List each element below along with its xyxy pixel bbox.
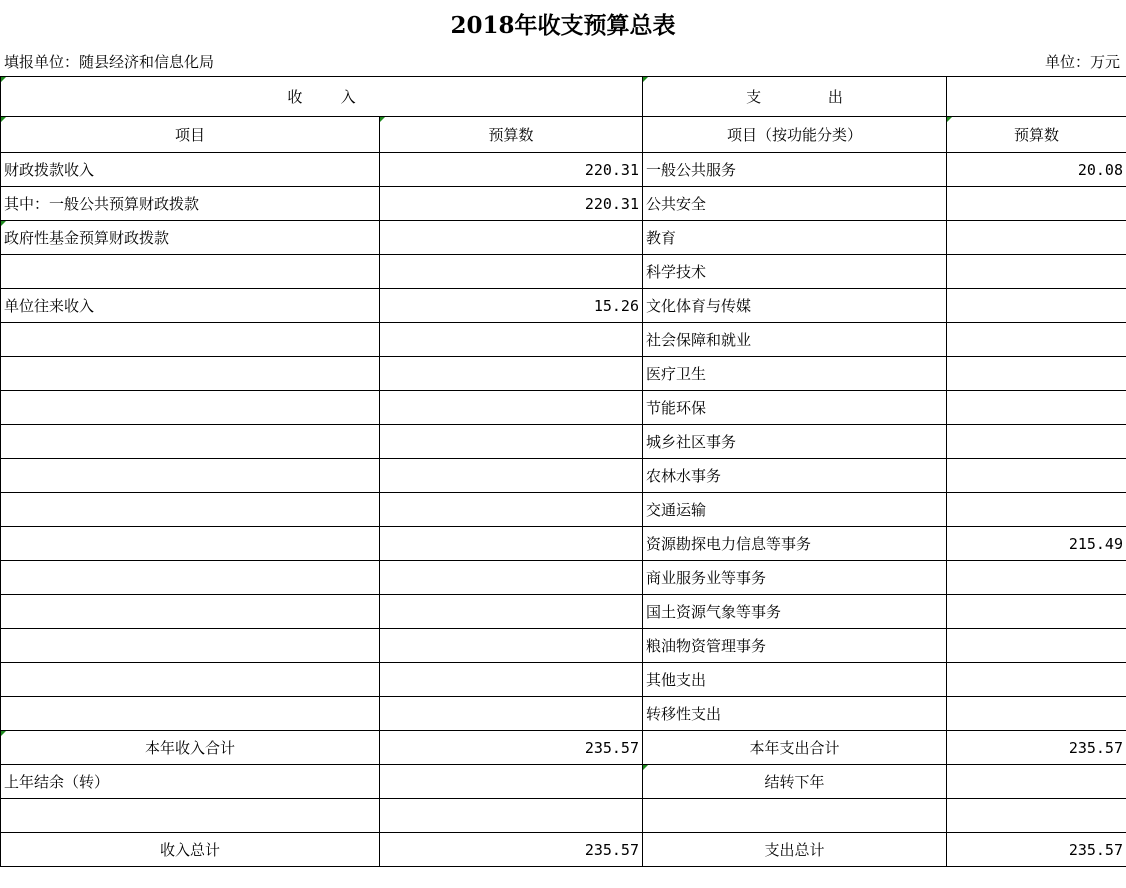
- expense-value-cell[interactable]: [947, 391, 1126, 425]
- table-row: [1, 663, 1126, 697]
- expense-value-cell[interactable]: [947, 425, 1126, 459]
- expense-value-cell[interactable]: [947, 697, 1126, 731]
- income-value-cell[interactable]: [380, 595, 643, 629]
- table-row: [1, 391, 1126, 425]
- expense-total-value[interactable]: 235.57: [947, 833, 1126, 867]
- carry-next-value[interactable]: [947, 765, 1126, 799]
- year-expense-label[interactable]: 本年支出合计: [643, 731, 947, 765]
- income-item-cell[interactable]: [1, 527, 380, 561]
- table-row: [1, 561, 1126, 595]
- table-row: [1, 221, 1126, 255]
- income-item-cell[interactable]: [1, 255, 380, 289]
- expense-value-cell[interactable]: [947, 255, 1126, 289]
- blank-row: [1, 799, 1126, 833]
- expense-value-cell[interactable]: [947, 187, 1126, 221]
- income-value-cell[interactable]: [380, 221, 643, 255]
- expense-value-cell[interactable]: 20.08: [947, 153, 1126, 187]
- expense-item-cell[interactable]: 转移性支出: [643, 697, 947, 731]
- expense-item-cell[interactable]: 其他支出: [643, 663, 947, 697]
- expense-value-cell[interactable]: [947, 595, 1126, 629]
- expense-item-cell[interactable]: 城乡社区事务: [643, 425, 947, 459]
- income-item-cell[interactable]: [1, 697, 380, 731]
- expense-item-cell[interactable]: 医疗卫生: [643, 357, 947, 391]
- year-income-value[interactable]: 235.57: [380, 731, 643, 765]
- income-value-cell[interactable]: [380, 493, 643, 527]
- blank-cell[interactable]: [947, 799, 1126, 833]
- header-row-1: [1, 77, 1126, 117]
- expense-header[interactable]: 支 出: [643, 77, 947, 117]
- header-row-2: [1, 117, 1126, 153]
- carry-next-label[interactable]: 结转下年: [643, 765, 947, 799]
- income-item-cell[interactable]: [1, 493, 380, 527]
- table-row: [1, 357, 1126, 391]
- expense-value-cell[interactable]: 215.49: [947, 527, 1126, 561]
- expense-value-cell[interactable]: [947, 221, 1126, 255]
- expense-value-cell[interactable]: [947, 561, 1126, 595]
- expense-item-cell[interactable]: 国土资源气象等事务: [643, 595, 947, 629]
- prev-balance-label[interactable]: 上年结余（转）: [1, 765, 380, 799]
- header-blank-cell[interactable]: [947, 77, 1126, 117]
- col-expense-budget-header[interactable]: 预算数: [947, 117, 1126, 153]
- table-row: [1, 255, 1126, 289]
- expense-total-label[interactable]: 支出总计: [643, 833, 947, 867]
- grand-total-row: [1, 833, 1126, 867]
- income-item-cell[interactable]: [1, 357, 380, 391]
- income-item-cell[interactable]: [1, 425, 380, 459]
- col-income-budget-header[interactable]: 预算数: [380, 117, 643, 153]
- blank-cell[interactable]: [380, 799, 643, 833]
- table-row: [1, 323, 1126, 357]
- income-item-cell[interactable]: [1, 323, 380, 357]
- income-item-cell[interactable]: 单位往来收入: [1, 289, 380, 323]
- currency-unit: 单位：万元: [1044, 53, 1120, 71]
- income-value-cell[interactable]: 15.26: [380, 289, 643, 323]
- income-total-label[interactable]: 收入总计: [1, 833, 380, 867]
- prev-balance-value[interactable]: [380, 765, 643, 799]
- table-row: [1, 629, 1126, 663]
- expense-item-cell[interactable]: 农林水事务: [643, 459, 947, 493]
- income-value-cell[interactable]: [380, 391, 643, 425]
- expense-item-cell[interactable]: 资源勘探电力信息等事务: [643, 527, 947, 561]
- table-row: [1, 459, 1126, 493]
- expense-item-cell[interactable]: 节能环保: [643, 391, 947, 425]
- table-row: [1, 697, 1126, 731]
- expense-item-cell[interactable]: 商业服务业等事务: [643, 561, 947, 595]
- income-item-cell[interactable]: [1, 459, 380, 493]
- expense-item-cell[interactable]: 公共安全: [643, 187, 947, 221]
- table-row: [1, 527, 1126, 561]
- expense-value-cell[interactable]: [947, 629, 1126, 663]
- income-item-cell[interactable]: 财政拨款收入: [1, 153, 380, 187]
- income-item-cell[interactable]: 其中：一般公共预算财政拨款: [1, 187, 380, 221]
- income-value-cell[interactable]: [380, 561, 643, 595]
- expense-item-cell[interactable]: 交通运输: [643, 493, 947, 527]
- income-item-cell[interactable]: 政府性基金预算财政拨款: [1, 221, 380, 255]
- income-item-cell[interactable]: [1, 629, 380, 663]
- page-title: 2018年收支预算总表: [450, 12, 676, 39]
- income-value-cell[interactable]: 220.31: [380, 153, 643, 187]
- income-item-cell[interactable]: [1, 561, 380, 595]
- expense-value-cell[interactable]: [947, 663, 1126, 697]
- expense-value-cell[interactable]: [947, 323, 1126, 357]
- income-value-cell[interactable]: [380, 425, 643, 459]
- expense-item-cell[interactable]: 科学技术: [643, 255, 947, 289]
- income-value-cell[interactable]: [380, 527, 643, 561]
- reporting-unit: 填报单位：随县经济和信息化局: [4, 53, 215, 71]
- table-row: [1, 493, 1126, 527]
- expense-item-cell[interactable]: 文化体育与传媒: [643, 289, 947, 323]
- income-value-cell[interactable]: [380, 697, 643, 731]
- income-value-cell[interactable]: [380, 357, 643, 391]
- budget-table: [0, 76, 1126, 867]
- table-row: [1, 425, 1126, 459]
- col-expense-item-header[interactable]: 项目（按功能分类）: [643, 117, 947, 153]
- income-header[interactable]: 收 入: [1, 77, 643, 117]
- income-item-cell[interactable]: [1, 663, 380, 697]
- table-row: [1, 187, 1126, 221]
- income-value-cell[interactable]: 220.31: [380, 187, 643, 221]
- income-total-value[interactable]: 235.57: [380, 833, 643, 867]
- income-value-cell[interactable]: [380, 323, 643, 357]
- table-row: [1, 289, 1126, 323]
- expense-value-cell[interactable]: [947, 289, 1126, 323]
- expense-item-cell[interactable]: 社会保障和就业: [643, 323, 947, 357]
- expense-value-cell[interactable]: [947, 459, 1126, 493]
- income-value-cell[interactable]: [380, 663, 643, 697]
- table-row: [1, 153, 1126, 187]
- blank-cell[interactable]: [643, 799, 947, 833]
- year-expense-value[interactable]: 235.57: [947, 731, 1126, 765]
- income-item-cell[interactable]: [1, 595, 380, 629]
- expense-item-cell[interactable]: 一般公共服务: [643, 153, 947, 187]
- blank-cell[interactable]: [1, 799, 380, 833]
- income-item-cell[interactable]: [1, 391, 380, 425]
- year-income-label[interactable]: 本年收入合计: [1, 731, 380, 765]
- income-value-cell[interactable]: [380, 629, 643, 663]
- expense-value-cell[interactable]: [947, 357, 1126, 391]
- income-value-cell[interactable]: [380, 459, 643, 493]
- table-row: [1, 595, 1126, 629]
- expense-item-cell[interactable]: 教育: [643, 221, 947, 255]
- income-value-cell[interactable]: [380, 255, 643, 289]
- year-total-row: [1, 731, 1126, 765]
- expense-value-cell[interactable]: [947, 493, 1126, 527]
- balance-row: [1, 765, 1126, 799]
- expense-item-cell[interactable]: 粮油物资管理事务: [643, 629, 947, 663]
- col-income-item-header[interactable]: 项目: [1, 117, 380, 153]
